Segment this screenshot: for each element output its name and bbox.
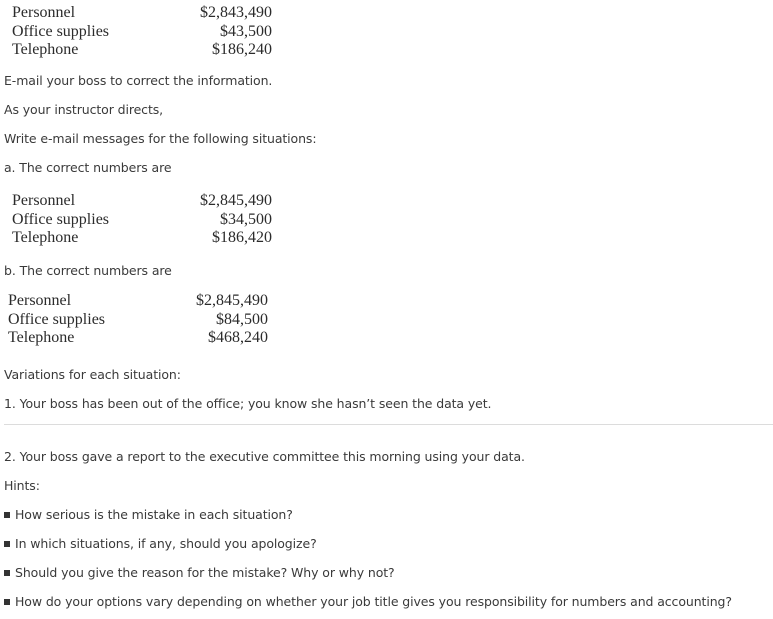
- table-row: [8, 329, 268, 348]
- table-row: [12, 229, 272, 248]
- variations-heading: Variations for each situation:: [4, 367, 181, 382]
- row-value: $2,845,490: [200, 192, 272, 209]
- row-label: Office supplies: [12, 22, 110, 40]
- situation-b-heading: b. The correct numbers are: [4, 263, 172, 278]
- hint-item: [4, 565, 395, 581]
- row-label: Telephone: [8, 329, 75, 346]
- situation-b-table: [8, 292, 268, 348]
- table-row: [12, 4, 272, 23]
- square-bullet-icon: [4, 570, 10, 576]
- row-value: $34,500: [220, 210, 272, 228]
- square-bullet-icon: [4, 541, 10, 547]
- row-label: Personnel: [8, 292, 72, 309]
- variation-item-2: 2. Your boss gave a report to the executive committee this morning using your data.: [4, 449, 525, 464]
- row-value: $186,240: [212, 41, 272, 58]
- square-bullet-icon: [4, 512, 10, 518]
- row-value: $84,500: [216, 310, 268, 328]
- instruction-as-directed: As your instructor directs,: [4, 102, 164, 117]
- row-label: Office supplies: [12, 210, 110, 228]
- row-label: Telephone: [12, 41, 79, 58]
- section-divider: [4, 424, 773, 425]
- hint-text: How serious is the mistake in each situation?: [15, 507, 293, 522]
- row-value: $43,500: [220, 22, 272, 40]
- row-value: $2,845,490: [196, 292, 268, 309]
- row-label: Office supplies: [8, 310, 106, 328]
- original-figures-table: [12, 4, 272, 60]
- hint-text: How do your options vary depending on whether your job title gives you responsibility for numbers and accounting?: [15, 594, 732, 609]
- square-bullet-icon: [4, 599, 10, 605]
- situation-a-heading: a. The correct numbers are: [4, 160, 172, 175]
- table-row: [12, 192, 272, 211]
- hint-item: [4, 507, 293, 523]
- row-value: $468,240: [208, 329, 268, 346]
- row-value: $2,843,490: [200, 4, 272, 21]
- variation-item-1: 1. Your boss has been out of the office; you know she hasn’t seen the data yet.: [4, 396, 492, 411]
- hint-item: [4, 594, 732, 610]
- table-row: [12, 211, 272, 230]
- table-row: [8, 292, 268, 311]
- instruction-email-boss: E-mail your boss to correct the information.: [4, 73, 273, 88]
- hint-text: Should you give the reason for the mistake? Why or why not?: [15, 565, 395, 580]
- table-row: [8, 311, 268, 330]
- hints-heading: Hints:: [4, 478, 40, 493]
- table-row: [12, 41, 272, 60]
- instruction-write-emails: Write e-mail messages for the following situations:: [4, 131, 317, 146]
- hint-item: [4, 536, 317, 552]
- row-label: Telephone: [12, 229, 79, 246]
- situation-a-table: [12, 192, 272, 248]
- hint-text: In which situations, if any, should you apologize?: [15, 536, 317, 551]
- table-row: [12, 23, 272, 42]
- row-label: Personnel: [12, 4, 76, 21]
- row-value: $186,420: [212, 229, 272, 246]
- row-label: Personnel: [12, 192, 76, 209]
